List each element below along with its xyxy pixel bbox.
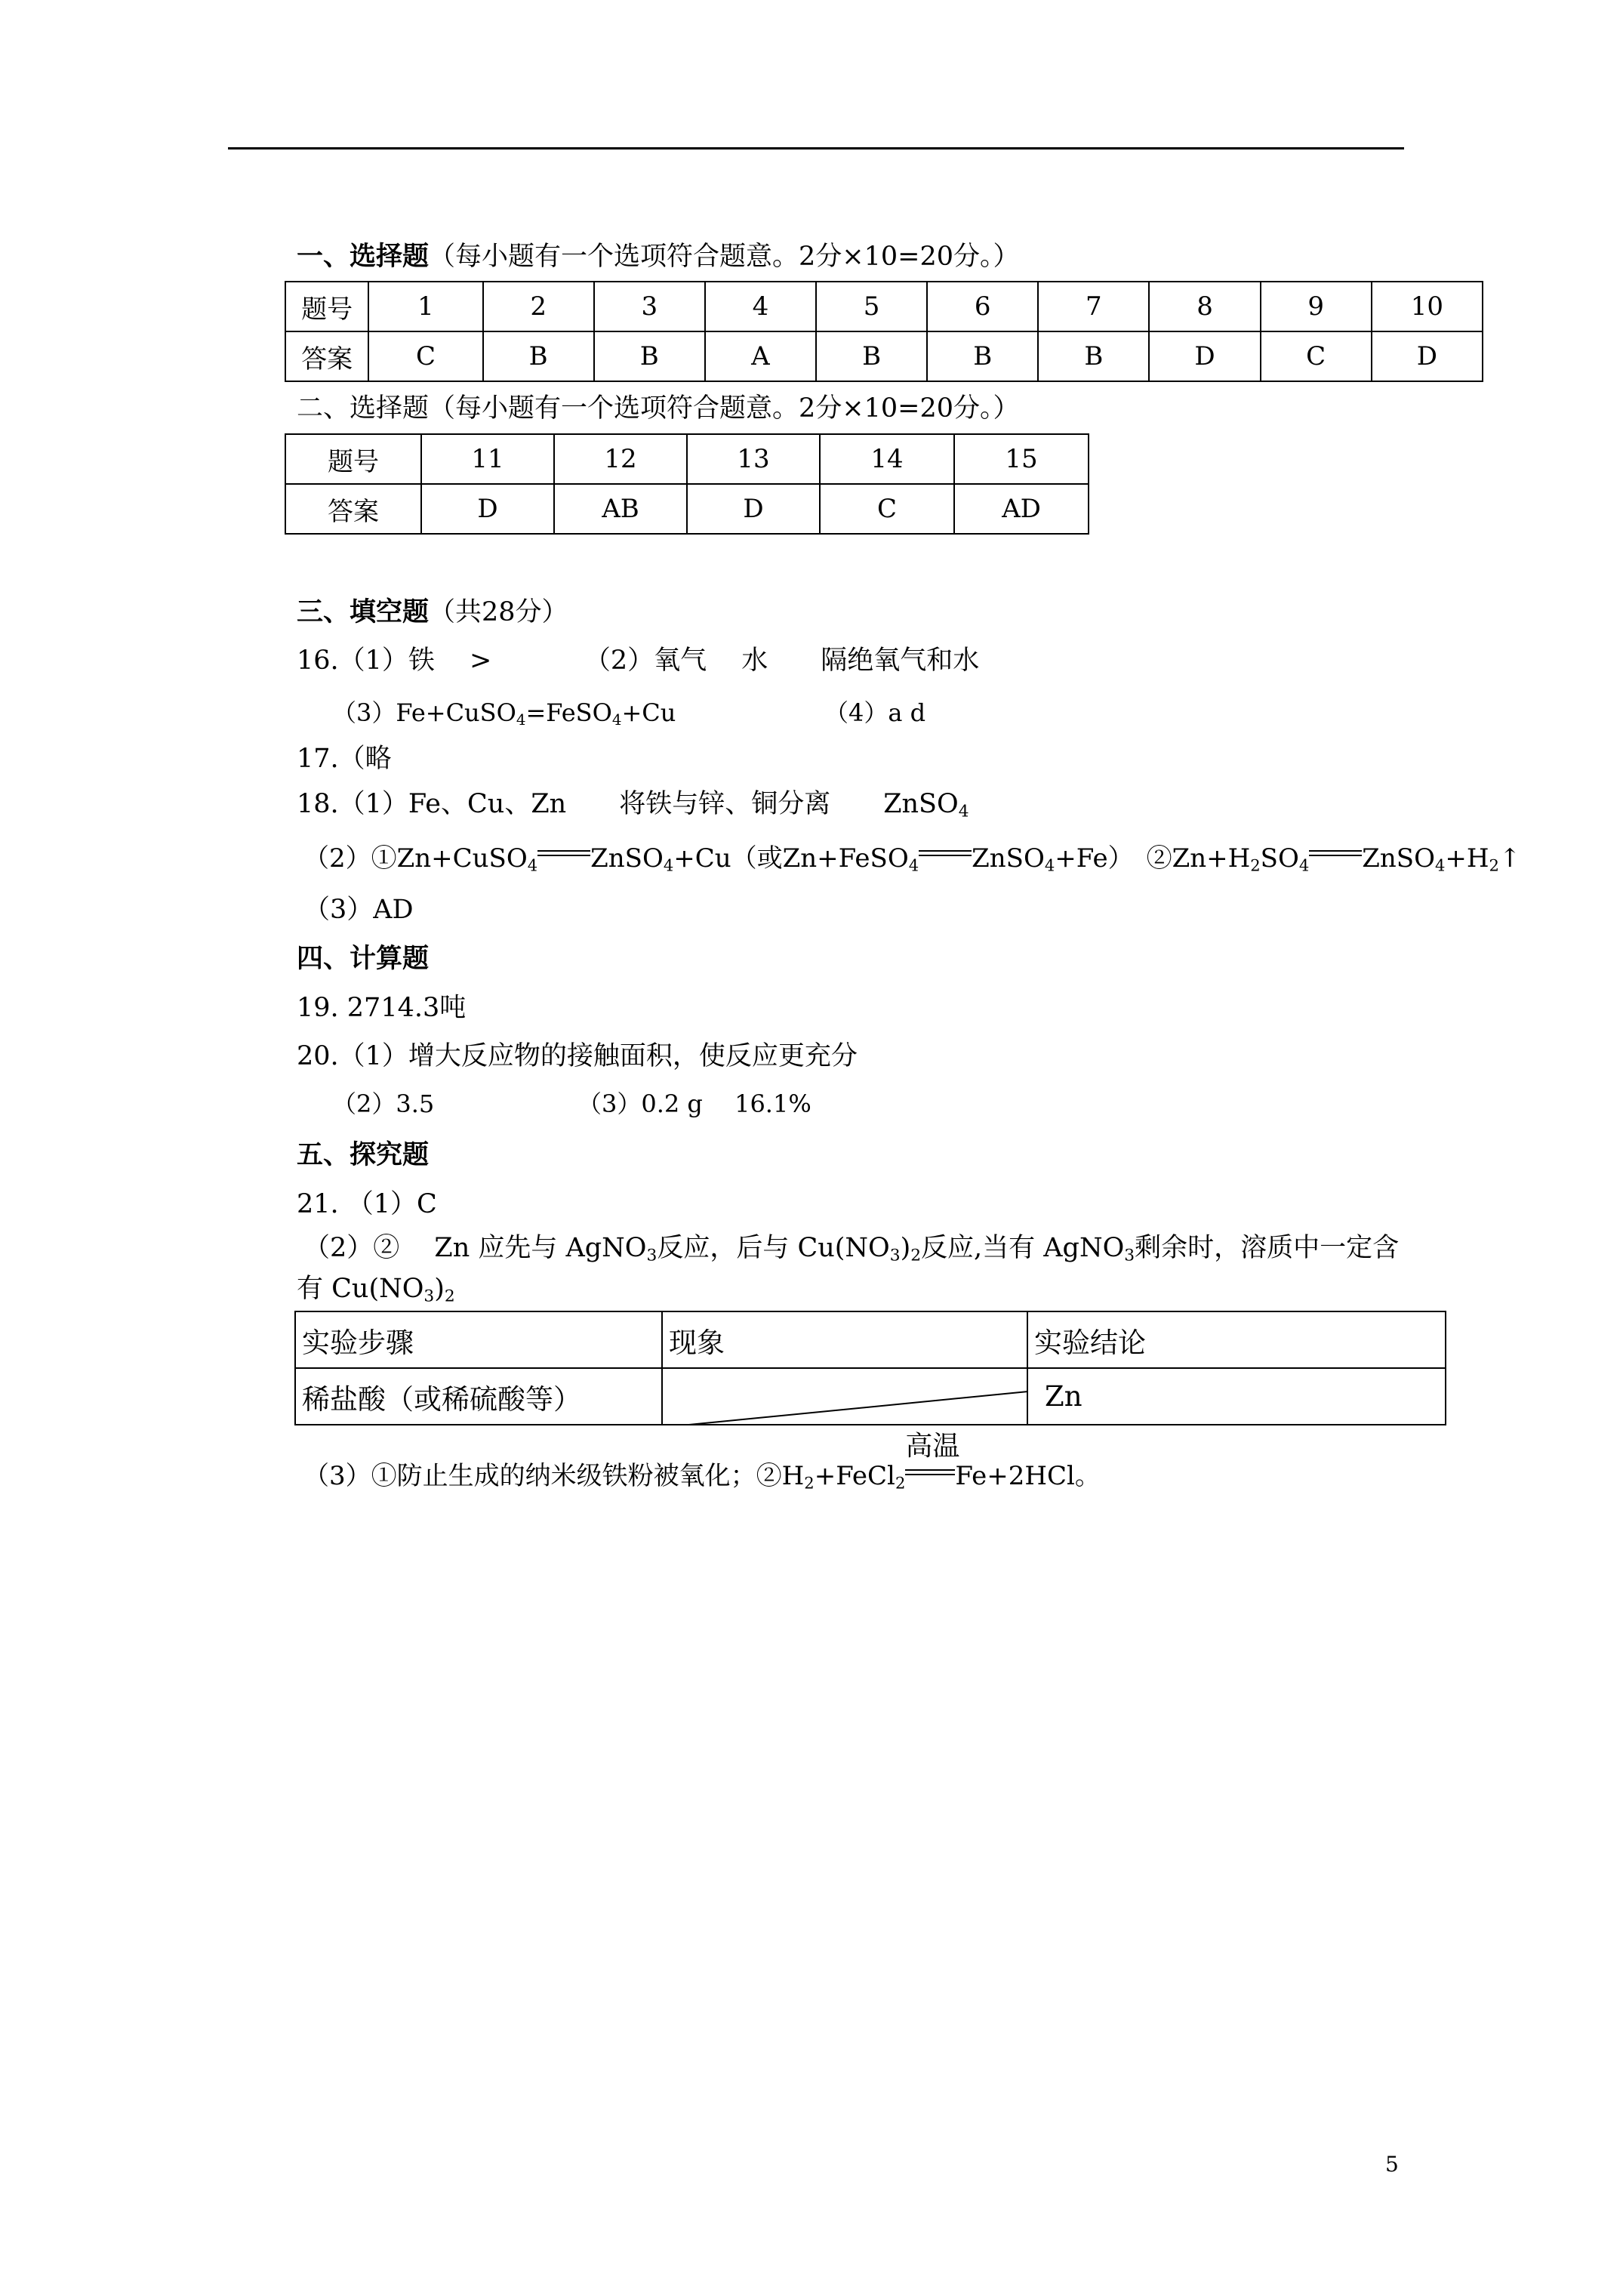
row-header: 答案 <box>285 484 421 534</box>
equation-part: +Cu（或Zn+FeSO <box>673 843 909 874</box>
answer-cell: AB <box>554 484 687 534</box>
answer-cell: C <box>1261 331 1372 381</box>
header-rule <box>228 147 1404 149</box>
q21-text: （2）② Zn 应先与 AgNO <box>303 1233 647 1263</box>
question-number: 10 <box>1372 282 1483 331</box>
q16-line2 <box>332 698 676 729</box>
section3-title: 三、填空题 <box>297 596 430 627</box>
column-header: 实验步骤 <box>295 1311 662 1368</box>
q20-line1: 20.（1）增大反应物的接触面积，使反应更充分 <box>297 1041 858 1071</box>
equation-part: （2）①Zn+CuSO <box>303 843 528 874</box>
section3-heading <box>297 596 568 627</box>
section2-answer-table <box>285 433 1089 535</box>
equation-part: ZnSO <box>1362 843 1435 874</box>
subscript: 2 <box>1489 855 1499 875</box>
column-header: 实验结论 <box>1027 1311 1446 1368</box>
section3-note: （共28分） <box>429 597 568 627</box>
equals-sign <box>537 844 590 867</box>
answer-cell: B <box>816 331 927 381</box>
section2-title: 二、选择题（每小题有一个选项符合题意。2分×10=20分。） <box>297 393 1020 424</box>
subscript: 4 <box>1298 855 1310 875</box>
subscript: 4 <box>1434 855 1446 875</box>
q21-text: ) <box>434 1274 445 1304</box>
question-number: 12 <box>554 434 687 484</box>
condition-label: 高温 <box>905 1431 960 1462</box>
column-header: 现象 <box>662 1311 1027 1368</box>
answer-cell: D <box>1149 331 1260 381</box>
experiment-table <box>294 1311 1446 1425</box>
q21-line2 <box>303 1233 1400 1265</box>
q21-text: 剩余时，溶质中一定含 <box>1135 1233 1400 1263</box>
conclusion-cell: Zn <box>1027 1368 1446 1425</box>
question-number: 13 <box>687 434 820 484</box>
q19: 19. 2714.3吨 <box>297 993 467 1023</box>
subscript: 4 <box>516 710 526 729</box>
answer-cell: C <box>820 484 954 534</box>
page-number: 5 <box>1385 2152 1399 2177</box>
equation-part: +H <box>1445 843 1489 874</box>
q16-eq-part: +Cu <box>621 698 676 727</box>
row-header: 题号 <box>285 434 421 484</box>
section5-title: 五、探究题 <box>297 1139 430 1170</box>
question-number: 15 <box>954 434 1089 484</box>
subscript: 4 <box>908 855 919 875</box>
q18-line2 <box>303 843 1521 875</box>
subscript: 3 <box>889 1246 901 1265</box>
answer-cell: D <box>687 484 820 534</box>
question-number: 2 <box>483 282 594 331</box>
equals-sign <box>1309 844 1362 867</box>
q16-eq-part: （3）Fe+CuSO <box>332 698 516 727</box>
q21-text: 反应，后与 Cu(NO <box>657 1233 890 1263</box>
question-number: 11 <box>421 434 554 484</box>
answer-cell: B <box>483 331 594 381</box>
q16-line1: 16.（1）铁 > （2）氧气 水 隔绝氧气和水 <box>297 646 980 676</box>
table-row <box>285 282 1483 331</box>
q21-line3 <box>297 1274 455 1306</box>
section1-heading <box>297 243 1020 270</box>
q21-text: Fe+2HCl。 <box>955 1461 1101 1491</box>
equation-part: ZnSO <box>590 843 664 874</box>
equation-part: ZnSO <box>972 843 1045 874</box>
subscript: 3 <box>423 1287 435 1306</box>
subscript: 2 <box>895 1473 906 1493</box>
experiment-step: 稀盐酸（或稀硫酸等） <box>295 1368 662 1425</box>
answer-cell: A <box>705 331 816 381</box>
subscript: 3 <box>1124 1246 1135 1265</box>
answer-cell: B <box>1038 331 1149 381</box>
q21-text: 反应,当有 AgNO <box>921 1233 1125 1263</box>
q16-eq-part: =FeSO <box>525 698 612 727</box>
q17: 17.（略 <box>297 744 392 774</box>
subscript: 4 <box>663 855 674 875</box>
q20-line2-part3: （3）0.2 g 16.1% <box>577 1089 812 1118</box>
subscript: 4 <box>527 855 538 875</box>
q18-line3: （3）AD <box>303 895 414 925</box>
answer-cell: B <box>594 331 705 381</box>
subscript: 4 <box>958 802 969 821</box>
question-number: 14 <box>820 434 954 484</box>
subscript: 2 <box>444 1287 455 1306</box>
table-row <box>295 1368 1446 1425</box>
slash-line <box>663 1369 1028 1425</box>
equals-sign <box>919 844 972 867</box>
section1-note: （每小题有一个选项符合题意。2分×10=20分。） <box>429 242 1020 272</box>
question-number: 3 <box>594 282 705 331</box>
table-row <box>285 484 1089 534</box>
subscript: 2 <box>804 1473 815 1493</box>
table-row <box>295 1311 1446 1368</box>
equation-part: SO <box>1260 843 1299 874</box>
subscript: 2 <box>1250 855 1261 875</box>
table-row <box>285 331 1483 381</box>
equation-part: ↑ <box>1498 843 1521 874</box>
section1-answer-table <box>285 281 1483 382</box>
question-number: 4 <box>705 282 816 331</box>
subscript: 2 <box>910 1246 922 1265</box>
row-header: 答案 <box>285 331 368 381</box>
answer-cell: C <box>368 331 482 381</box>
q18-text: 18.（1）Fe、Cu、Zn 将铁与锌、铜分离 ZnSO <box>297 789 959 819</box>
q18-line1 <box>297 789 969 821</box>
question-number: 6 <box>927 282 1038 331</box>
question-number: 8 <box>1149 282 1260 331</box>
q21-line1: 21. （1）C <box>297 1189 437 1219</box>
table-row <box>285 434 1089 484</box>
reaction-condition <box>905 1431 960 1484</box>
answer-cell: AD <box>954 484 1089 534</box>
q21-text: 有 Cu(NO <box>297 1274 424 1304</box>
answer-cell: D <box>421 484 554 534</box>
q21-text: +FeCl <box>814 1461 895 1491</box>
question-number: 1 <box>368 282 482 331</box>
section4-title: 四、计算题 <box>297 943 430 974</box>
answer-cell: B <box>927 331 1038 381</box>
subscript: 4 <box>611 710 622 729</box>
subscript: 3 <box>646 1246 658 1265</box>
phenomenon-cell <box>662 1368 1027 1425</box>
subscript: 4 <box>1044 855 1055 875</box>
answer-cell: D <box>1372 331 1483 381</box>
section1-title: 一、选择题 <box>297 241 430 272</box>
question-number: 7 <box>1038 282 1149 331</box>
q21-text: ) <box>900 1233 911 1263</box>
equation-part: +Fe） ②Zn+H <box>1055 843 1251 874</box>
q21-text: （3）①防止生成的纳米级铁粉被氧化；②H <box>303 1461 805 1491</box>
q16-part4: （4）a d <box>824 698 926 727</box>
q20-line2-part2: （2）3.5 <box>332 1089 435 1118</box>
question-number: 9 <box>1261 282 1372 331</box>
question-number: 5 <box>816 282 927 331</box>
row-header: 题号 <box>285 282 368 331</box>
q21-line4 <box>303 1431 1101 1493</box>
